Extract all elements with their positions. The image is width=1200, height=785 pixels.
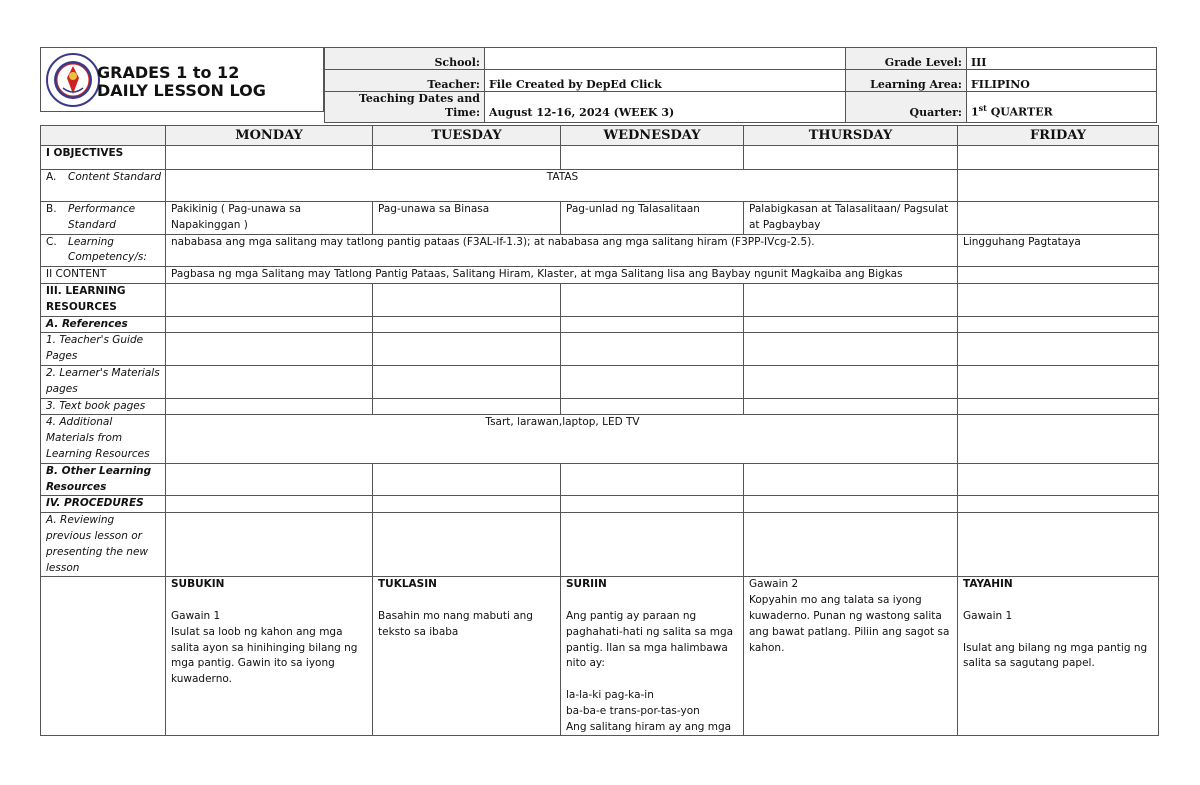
competency-friday: Lingguhang Pagtataya [958,234,1159,267]
teacher-label: Teacher: [325,70,485,92]
day-thursday: THURSDAY [744,126,958,146]
cell [958,170,1159,202]
teacher-value: File Created by DepEd Click [485,70,846,92]
performance-wednesday: Pag-unlad ng Talasalitaan [561,202,744,235]
cell [373,316,561,333]
quarter-value [967,92,1157,123]
cell [958,496,1159,513]
cell [166,146,373,170]
textbook-label: 3. Text book pages [41,398,166,415]
monday-title: SUBUKIN [171,578,225,591]
school-value [485,48,846,70]
resources-label: III. LEARNING RESOURCES [41,283,166,316]
competency-text: Learning Competency/s: [68,235,147,264]
teaching-dates-label: Teaching Dates and Time: [325,92,485,123]
learners-materials-row [41,365,1159,398]
procedures-label: IV. PROCEDURES [41,496,166,513]
cell [958,365,1159,398]
cell [561,398,744,415]
wednesday-example-2: ba-ba-e trans-por-tas-yon [566,704,700,717]
activity-row [41,577,1159,736]
cell [744,463,958,496]
cell [744,513,958,577]
spacer [963,593,1155,609]
references-label: A. References [41,316,166,333]
cell [744,316,958,333]
cell [561,283,744,316]
monday-text: Isulat sa loob ng kahon ang mga salita ayon sa hinihinging bilang ng mga pantig. Gawin ito sa iyong kuwaderno. [171,625,358,686]
teachers-guide-row [41,333,1159,366]
review-label: A. Reviewing previous lesson or presenting the new lesson [41,513,166,577]
learning-area-label: Learning Area: [846,70,967,92]
objectives-label: I OBJECTIVES [41,146,166,170]
cell [166,496,373,513]
spacer [171,593,369,609]
content-standard-row [41,170,1159,202]
cell [744,398,958,415]
other-resources-label: B. Other Learning Resources [41,463,166,496]
grade-level-value: III [967,48,1157,70]
title-line-2: DAILY LESSON LOG [97,81,266,100]
competency-value: nababasa ang mga salitang may tatlong pantig pataas (F3AL-If-1.3); at nababasa ang mga salitang hiram (F3PP-IVcg-2.5). [166,234,958,267]
cell [744,365,958,398]
cell [958,316,1159,333]
cell [958,202,1159,235]
activity-tuesday [373,577,561,736]
cell [958,267,1159,284]
cell [958,463,1159,496]
objectives-row [41,146,1159,170]
cell [561,365,744,398]
wednesday-example-3: Ang salitang hiram ay ang mga [566,720,732,733]
cell [958,146,1159,170]
performance-tuesday: Pag-unawa sa Binasa [373,202,561,235]
friday-text: Isulat ang bilang ng mga pantig ng salita sa sagutang papel. [963,641,1148,670]
cell [166,316,373,333]
cell [561,496,744,513]
day-wednesday: WEDNESDAY [561,126,744,146]
page-title [97,64,266,100]
cell [166,463,373,496]
content-label: II CONTENT [41,267,166,284]
performance-standard-label [41,202,166,235]
cell [958,513,1159,577]
other-resources-row [41,463,1159,496]
day-header-row [41,126,1159,146]
activity-friday [958,577,1159,736]
day-tuesday: TUESDAY [373,126,561,146]
cell [744,146,958,170]
content-standard-text: Content Standard [68,171,162,183]
teaching-dates-value: August 12-16, 2024 (WEEK 3) [485,92,846,123]
grade-level-label: Grade Level: [846,48,967,70]
cell [373,365,561,398]
performance-thursday: Palabigkasan at Talasalitaan/ Pagsulat at Pagbaybay [744,202,958,235]
thursday-text: Kopyahin mo ang talata sa iyong kuwaderno. Punan ng wastong salita ang bawat patlang. Piliin ang sagot sa kahon. [749,594,950,654]
letter-b: B. [46,203,57,215]
cell [744,496,958,513]
spacer [566,672,740,688]
school-label: School: [325,48,485,70]
wednesday-title: SURIIN [566,578,607,591]
performance-monday: Pakikinig ( Pag-unawa sa Napakinggan ) [166,202,373,235]
monday-subtitle: Gawain 1 [171,609,221,622]
additional-materials-value: Tsart, larawan,laptop, LED TV [166,415,958,463]
content-row [41,267,1159,284]
deped-seal-icon [45,52,101,108]
cell [958,333,1159,366]
cell [41,577,166,736]
activity-monday [166,577,373,736]
cell [561,316,744,333]
corner-cell [41,126,166,146]
quarter-ordinal: st [978,103,987,114]
cell [958,415,1159,463]
learners-materials-label: 2. Learner's Materials pages [41,365,166,398]
friday-subtitle: Gawain 1 [963,609,1013,622]
spacer [378,593,557,609]
wednesday-example-1: la-la-ki pag-ka-in [566,688,654,701]
content-standard-label [41,170,166,202]
cell [373,333,561,366]
friday-title: TAYAHIN [963,578,1013,591]
header-info-table [324,47,1157,123]
activity-wednesday [561,577,744,736]
performance-standard-text: Performance Standard [68,203,136,231]
cell [373,398,561,415]
teachers-guide-label: 1. Teacher's Guide Pages [41,333,166,366]
thursday-title: Gawain 2 [749,578,799,591]
cell [561,333,744,366]
cell [166,513,373,577]
tuesday-text: Basahin mo nang mabuti ang teksto sa ibaba [378,609,533,638]
cell [373,283,561,316]
resources-row [41,283,1159,316]
content-standard-value: TATAS [166,170,958,202]
title-line-1: GRADES 1 to 12 [97,63,240,82]
wednesday-text: Ang pantig ay paraan ng paghahati-hati ng salita sa mga pantig. Ilan sa mga halimbawa nito ay: [566,609,734,670]
cell [373,496,561,513]
review-row [41,513,1159,577]
cell [166,333,373,366]
content-value: Pagbasa ng mga Salitang may Tatlong Pantig Pataas, Salitang Hiram, Klaster, at mga Salitang Iisa ang Baybay ngunit Magkaiba ang Bigkas [166,267,958,284]
cell [373,513,561,577]
cell [744,283,958,316]
cell [373,146,561,170]
learning-area-value: FILIPINO [967,70,1157,92]
day-friday: FRIDAY [958,126,1159,146]
cell [373,463,561,496]
cell [166,283,373,316]
references-row [41,316,1159,333]
quarter-label: Quarter: [846,92,967,123]
spacer [566,593,740,609]
spacer [963,625,1155,641]
letter-a: A. [46,171,57,183]
additional-materials-row [41,415,1159,463]
competency-row [41,234,1159,267]
additional-materials-label: 4. Additional Materials from Learning Resources [41,415,166,463]
cell [166,398,373,415]
cell [166,365,373,398]
lesson-log-table [40,125,1159,736]
textbook-row [41,398,1159,415]
header-title-box [40,47,324,112]
competency-label [41,234,166,267]
activity-thursday [744,577,958,736]
cell [561,146,744,170]
cell [744,333,958,366]
cell [561,463,744,496]
cell [958,283,1159,316]
letter-c: C. [46,235,57,248]
tuesday-title: TUKLASIN [378,578,437,591]
cell [561,513,744,577]
day-monday: MONDAY [166,126,373,146]
cell [958,398,1159,415]
procedures-row [41,496,1159,513]
quarter-text: QUARTER [986,106,1053,119]
quarter-number: 1 [971,106,979,119]
performance-standard-row [41,202,1159,235]
